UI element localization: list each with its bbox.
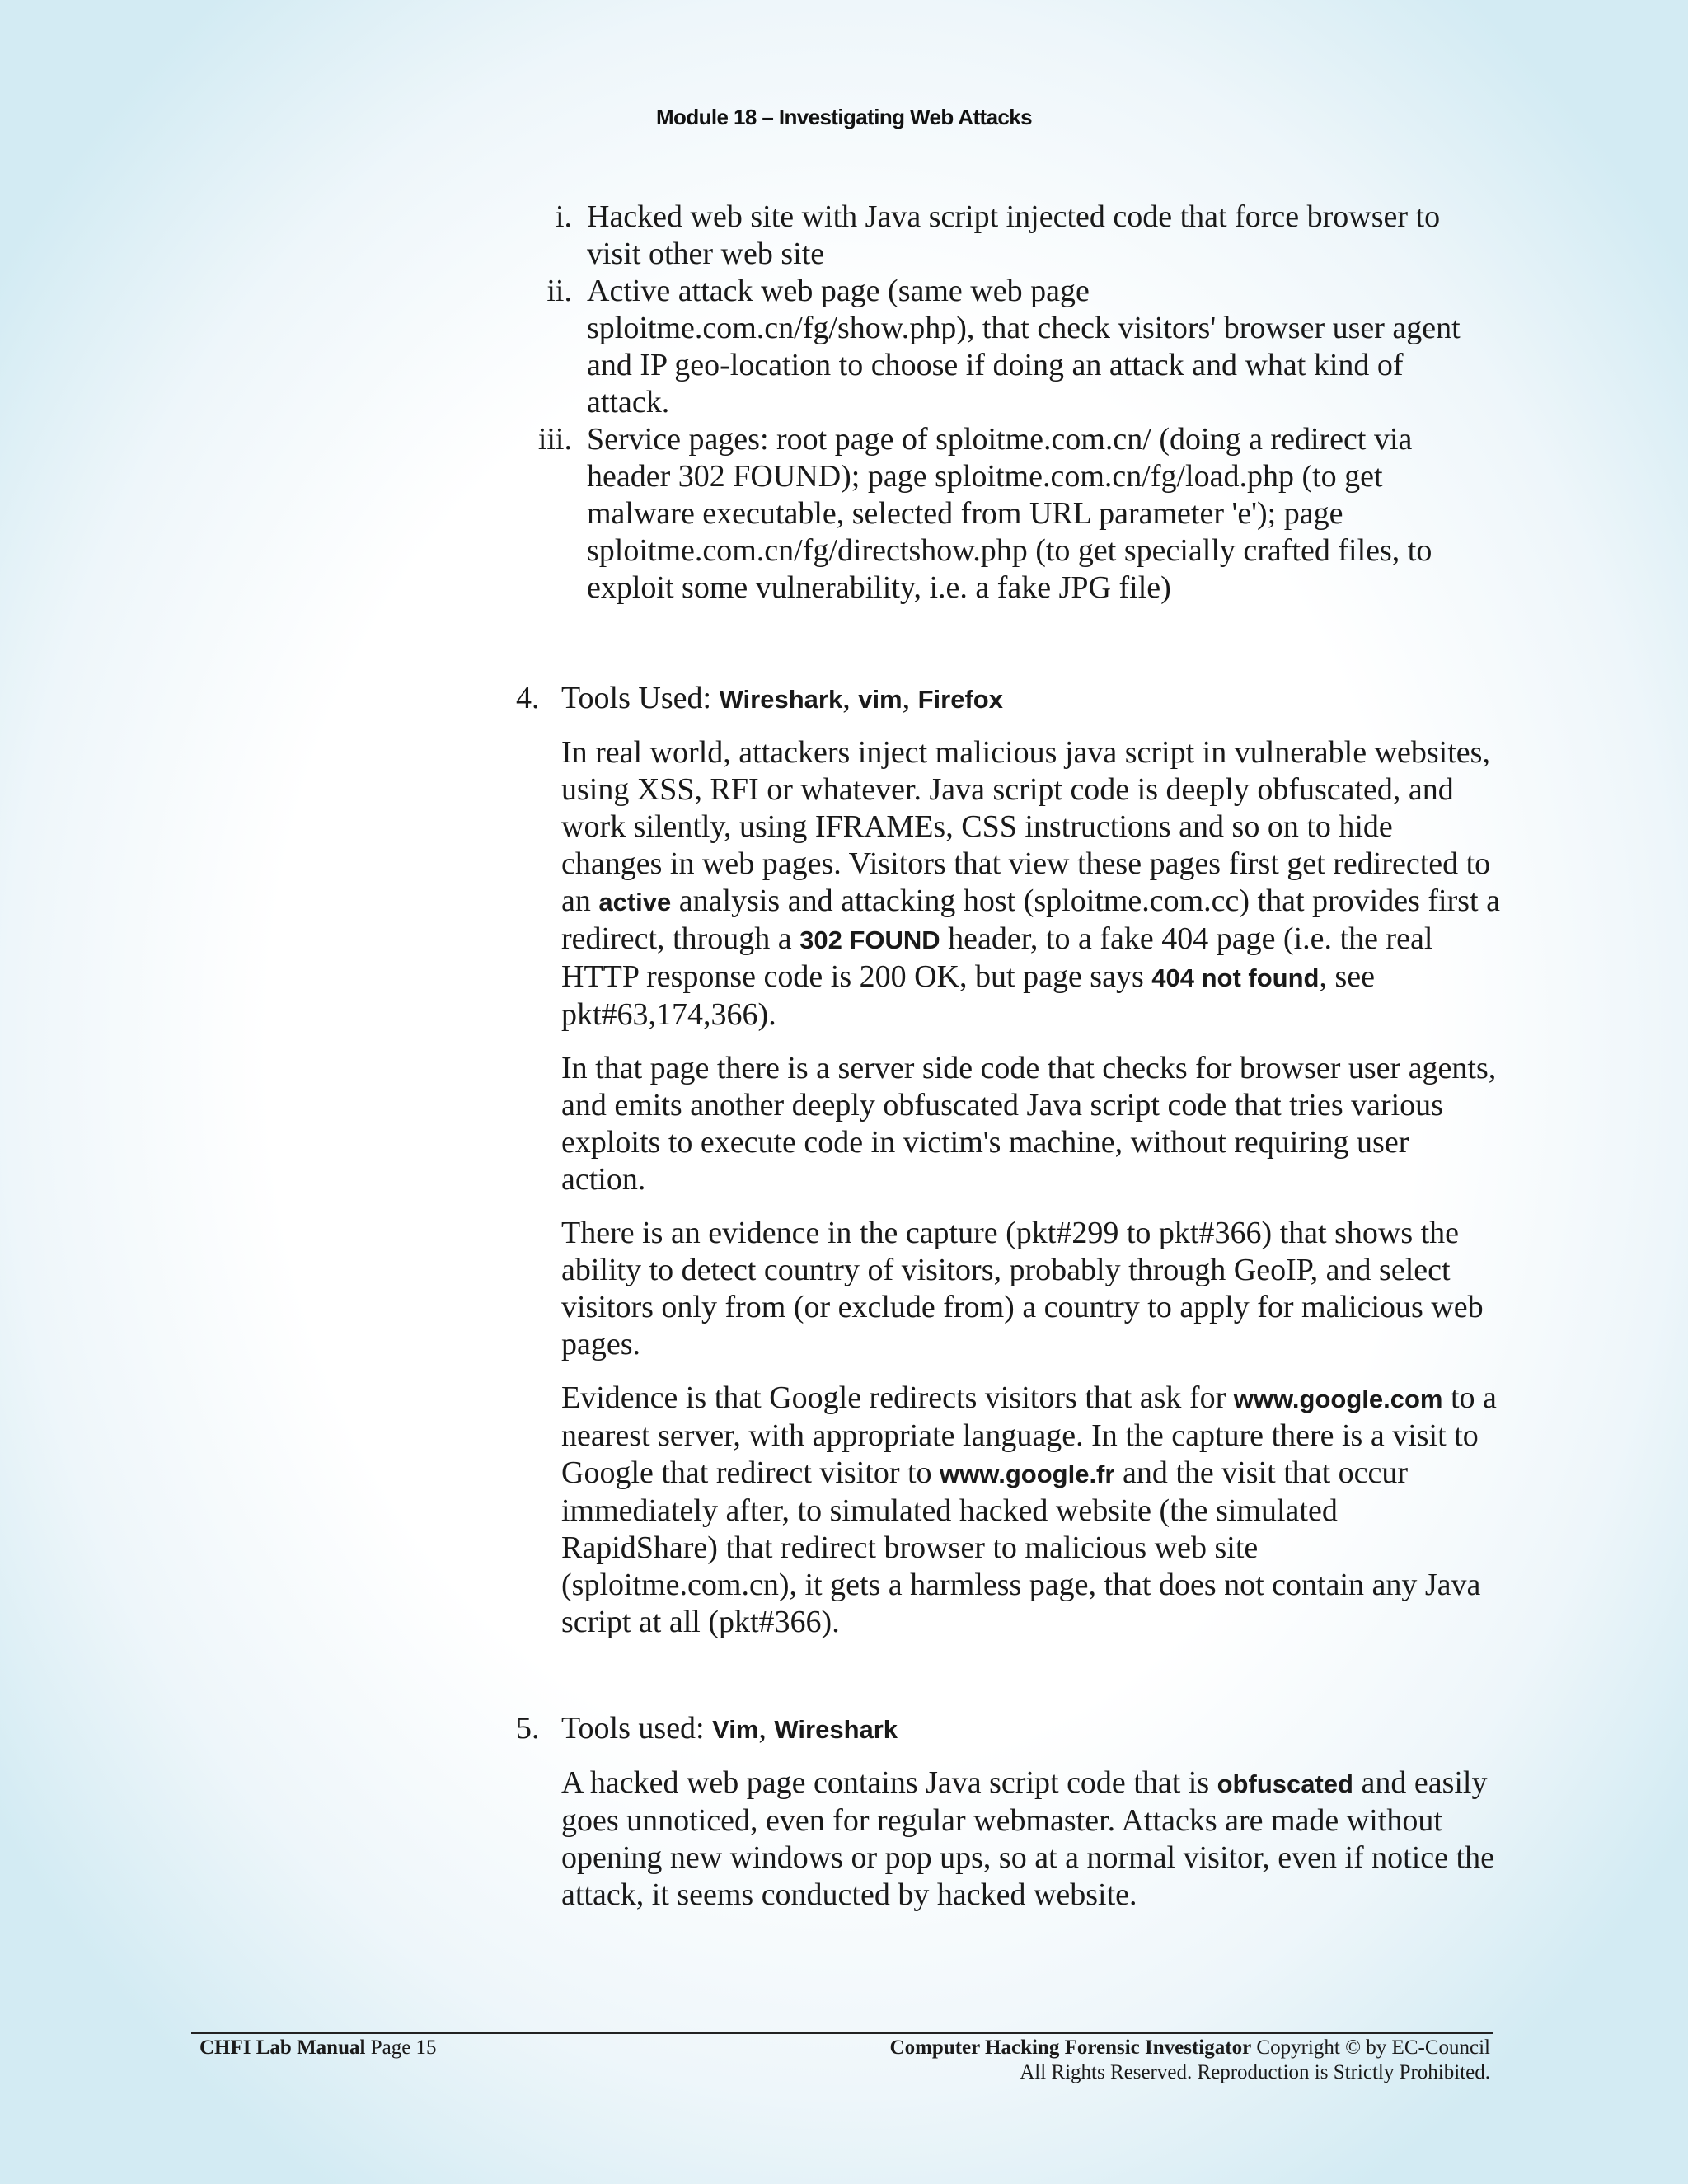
tool-name: Wireshark bbox=[719, 685, 843, 714]
paragraph: In that page there is a server side code that checks for browser user agents, and emits another deeply obfuscated Java script code that tries various exploits to execute code in victim's machine, without requiring user action. bbox=[561, 1051, 1497, 1197]
bold-term: www.google.fr bbox=[940, 1460, 1115, 1488]
paragraph bbox=[561, 1380, 1501, 1641]
heading-label: Tools used: bbox=[561, 1711, 713, 1746]
copyright-text: Copyright © by EC-Council bbox=[1251, 2036, 1490, 2059]
text: and easily goes unnoticed, even for regular webmaster. Attacks are made without opening new windows or pop ups, so at a normal visitor, even if notice the attack, it seems conducted by hacked website. bbox=[561, 1765, 1494, 1912]
bold-term: obfuscated bbox=[1217, 1769, 1353, 1798]
page-header: Module 18 – Investigating Web Attacks bbox=[655, 105, 1033, 129]
page-number: Page 15 bbox=[365, 2036, 437, 2059]
roman-numeral-list bbox=[537, 199, 1477, 607]
section-number: 4. bbox=[516, 681, 540, 715]
heading-label: Tools Used: bbox=[561, 681, 720, 715]
text: analysis and attacking host (sploitme.com.cc) that provides first a redirect, through a bbox=[561, 883, 1500, 956]
text: to a nearest server, with appropriate language. In the capture there is a visit to Google that redirect visitor to bbox=[561, 1380, 1497, 1490]
section-4 bbox=[516, 680, 1501, 1657]
section-5-heading bbox=[516, 1710, 1501, 1748]
tool-name: Wireshark bbox=[774, 1715, 898, 1744]
separator: , bbox=[842, 681, 859, 715]
section-5 bbox=[516, 1710, 1501, 1930]
bold-term: active bbox=[598, 888, 672, 916]
bold-term: 404 not found bbox=[1151, 963, 1320, 992]
text: , see pkt#63,174,366). bbox=[561, 959, 1375, 1032]
text: A hacked web page contains Java script code that is bbox=[561, 1765, 1217, 1800]
footer-right bbox=[890, 2036, 1490, 2085]
tool-name: Vim bbox=[712, 1715, 759, 1744]
list-item-text: Service pages: root page of sploitme.com.cn/ (doing a redirect via header 302 FOUND); page sploitme.com.cn/fg/load.php (to get malware executable, selected from URL parameter 'e'); page sploitme.com.cn/fg/directshow.php (to get specially crafted files, to exploit some vulnerability, i.e. a fake JPG file) bbox=[587, 422, 1432, 605]
course-title: Computer Hacking Forensic Investigator bbox=[889, 2036, 1252, 2059]
section-4-heading bbox=[516, 680, 1501, 718]
list-item bbox=[555, 199, 1477, 273]
bold-term: 302 FOUND bbox=[799, 926, 940, 954]
tool-name: Firefox bbox=[917, 685, 1003, 714]
footer-divider bbox=[191, 2032, 1493, 2034]
text: and the visit that occur immediately after, to simulated hacked website (the simulated RapidShare) that redirect browser to malicious web site (sploitme.com.cn), it gets a harmless page, that does not contain any Java script at all (pkt#366). bbox=[561, 1455, 1481, 1639]
manual-title: CHFI Lab Manual bbox=[199, 2036, 366, 2059]
tool-name: vim bbox=[858, 685, 903, 714]
separator: , bbox=[758, 1711, 775, 1746]
list-item-text: Active attack web page (same web page sploitme.com.cn/fg/show.php), that check visitors' browser user agent and IP geo-location to choose if doing an attack and what kind of attack. bbox=[587, 274, 1461, 419]
list-item bbox=[537, 421, 1477, 607]
paragraph bbox=[561, 734, 1501, 1033]
list-item-number: iii. bbox=[537, 422, 572, 457]
text: In real world, attackers inject malicious java script in vulnerable websites, using XSS, RFI or whatever. Java script code is deeply obfuscated, and work silently, using IFRAMEs, CSS instructions and so on to hide changes in web pages. Visitors that view these pages first get redirected to an bbox=[561, 735, 1491, 918]
separator: , bbox=[902, 681, 918, 715]
paragraph bbox=[561, 1765, 1501, 1914]
list-item-text: Hacked web site with Java script injected code that force browser to visit other web site bbox=[587, 199, 1441, 271]
footer-left bbox=[199, 2036, 437, 2060]
rights-line: All Rights Reserved. Reproduction is Strictly Prohibited. bbox=[1020, 2061, 1490, 2083]
paragraph: There is an evidence in the capture (pkt#299 to pkt#366) that shows the ability to detect country of visitors, probably through GeoIP, and select visitors only from (or exclude from) a country to apply for malicious web pages. bbox=[561, 1216, 1484, 1361]
copyright-line bbox=[890, 2036, 1490, 2060]
text: Evidence is that Google redirects visitors that ask for bbox=[561, 1380, 1234, 1415]
bold-term: www.google.com bbox=[1233, 1385, 1443, 1413]
list-item-number: i. bbox=[555, 199, 572, 234]
list-item-number: ii. bbox=[546, 274, 572, 308]
section-number: 5. bbox=[516, 1711, 540, 1746]
list-item bbox=[546, 273, 1477, 421]
text: header, to a fake 404 page (i.e. the real HTTP response code is 200 OK, but page says bbox=[561, 921, 1433, 994]
